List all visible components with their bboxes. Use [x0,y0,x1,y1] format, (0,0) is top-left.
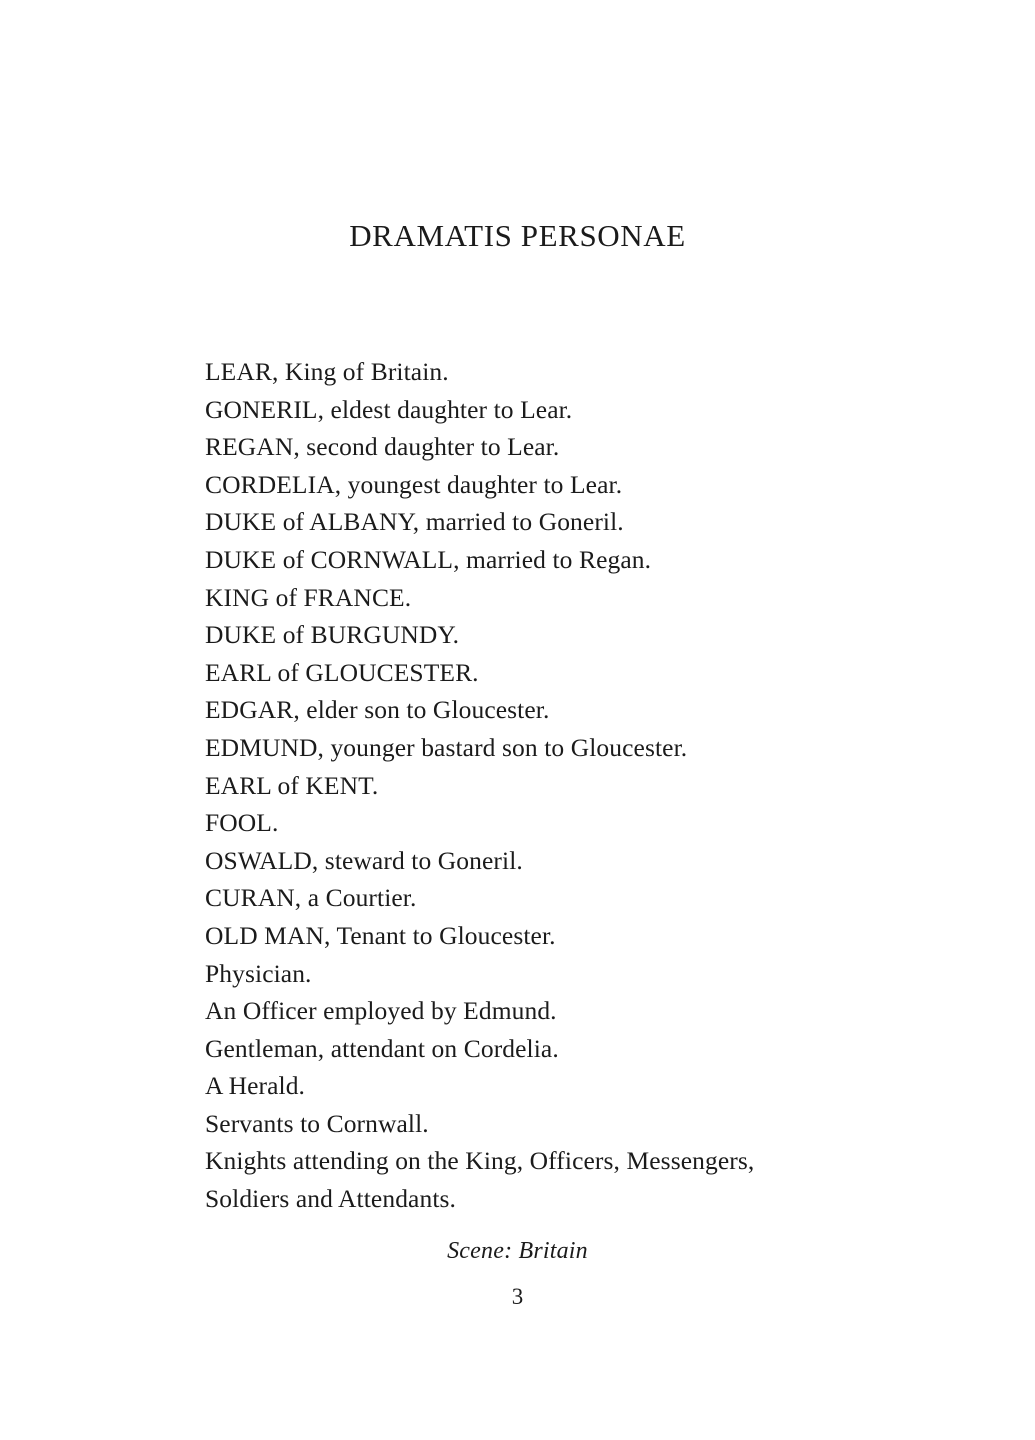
dramatis-personae-list [205,353,830,1218]
cast-entry: A Herald. [205,1071,306,1101]
cast-entry: REGAN, second daughter to Lear. [205,432,560,462]
cast-entry: Physician. [205,958,312,988]
cast-entry: KING of FRANCE. [205,582,412,612]
cast-entry: Gentleman, attendant on Cordelia. [205,1033,559,1063]
scene-note: Scene: Britain [447,1237,588,1264]
cast-entry: OLD MAN, Tenant to Gloucester. [205,920,556,950]
cast-entry: EARL of KENT. [205,770,379,800]
cast-entry: Knights attending on the King, Officers, Messengers, Soldiers and Attendants. [205,1146,755,1214]
page-title: DRAMATIS PERSONAE [349,218,686,253]
cast-entry: An Officer employed by Edmund. [205,996,557,1026]
cast-entry: DUKE of BURGUNDY. [205,620,460,650]
cast-entry: DUKE of CORNWALL, married to Regan. [205,544,652,574]
cast-entry: FOOL. [205,808,279,838]
cast-entry: DUKE of ALBANY, married to Goneril. [205,507,624,537]
cast-entry: CURAN, a Courtier. [205,883,417,913]
cast-entry: EDGAR, elder son to Gloucester. [205,695,550,725]
cast-entry: Servants to Cornwall. [205,1108,429,1138]
cast-entry: GONERIL, eldest daughter to Lear. [205,394,573,424]
cast-entry: LEAR, King of Britain. [205,357,449,386]
page-number: 3 [511,1283,524,1309]
cast-entry: OSWALD, steward to Goneril. [205,845,523,875]
cast-entry: EDMUND, younger bastard son to Gloucester. [205,732,688,762]
cast-entry: CORDELIA, youngest daughter to Lear. [205,469,623,499]
page-content [205,216,830,1312]
cast-entry: EARL of GLOUCESTER. [205,657,479,687]
